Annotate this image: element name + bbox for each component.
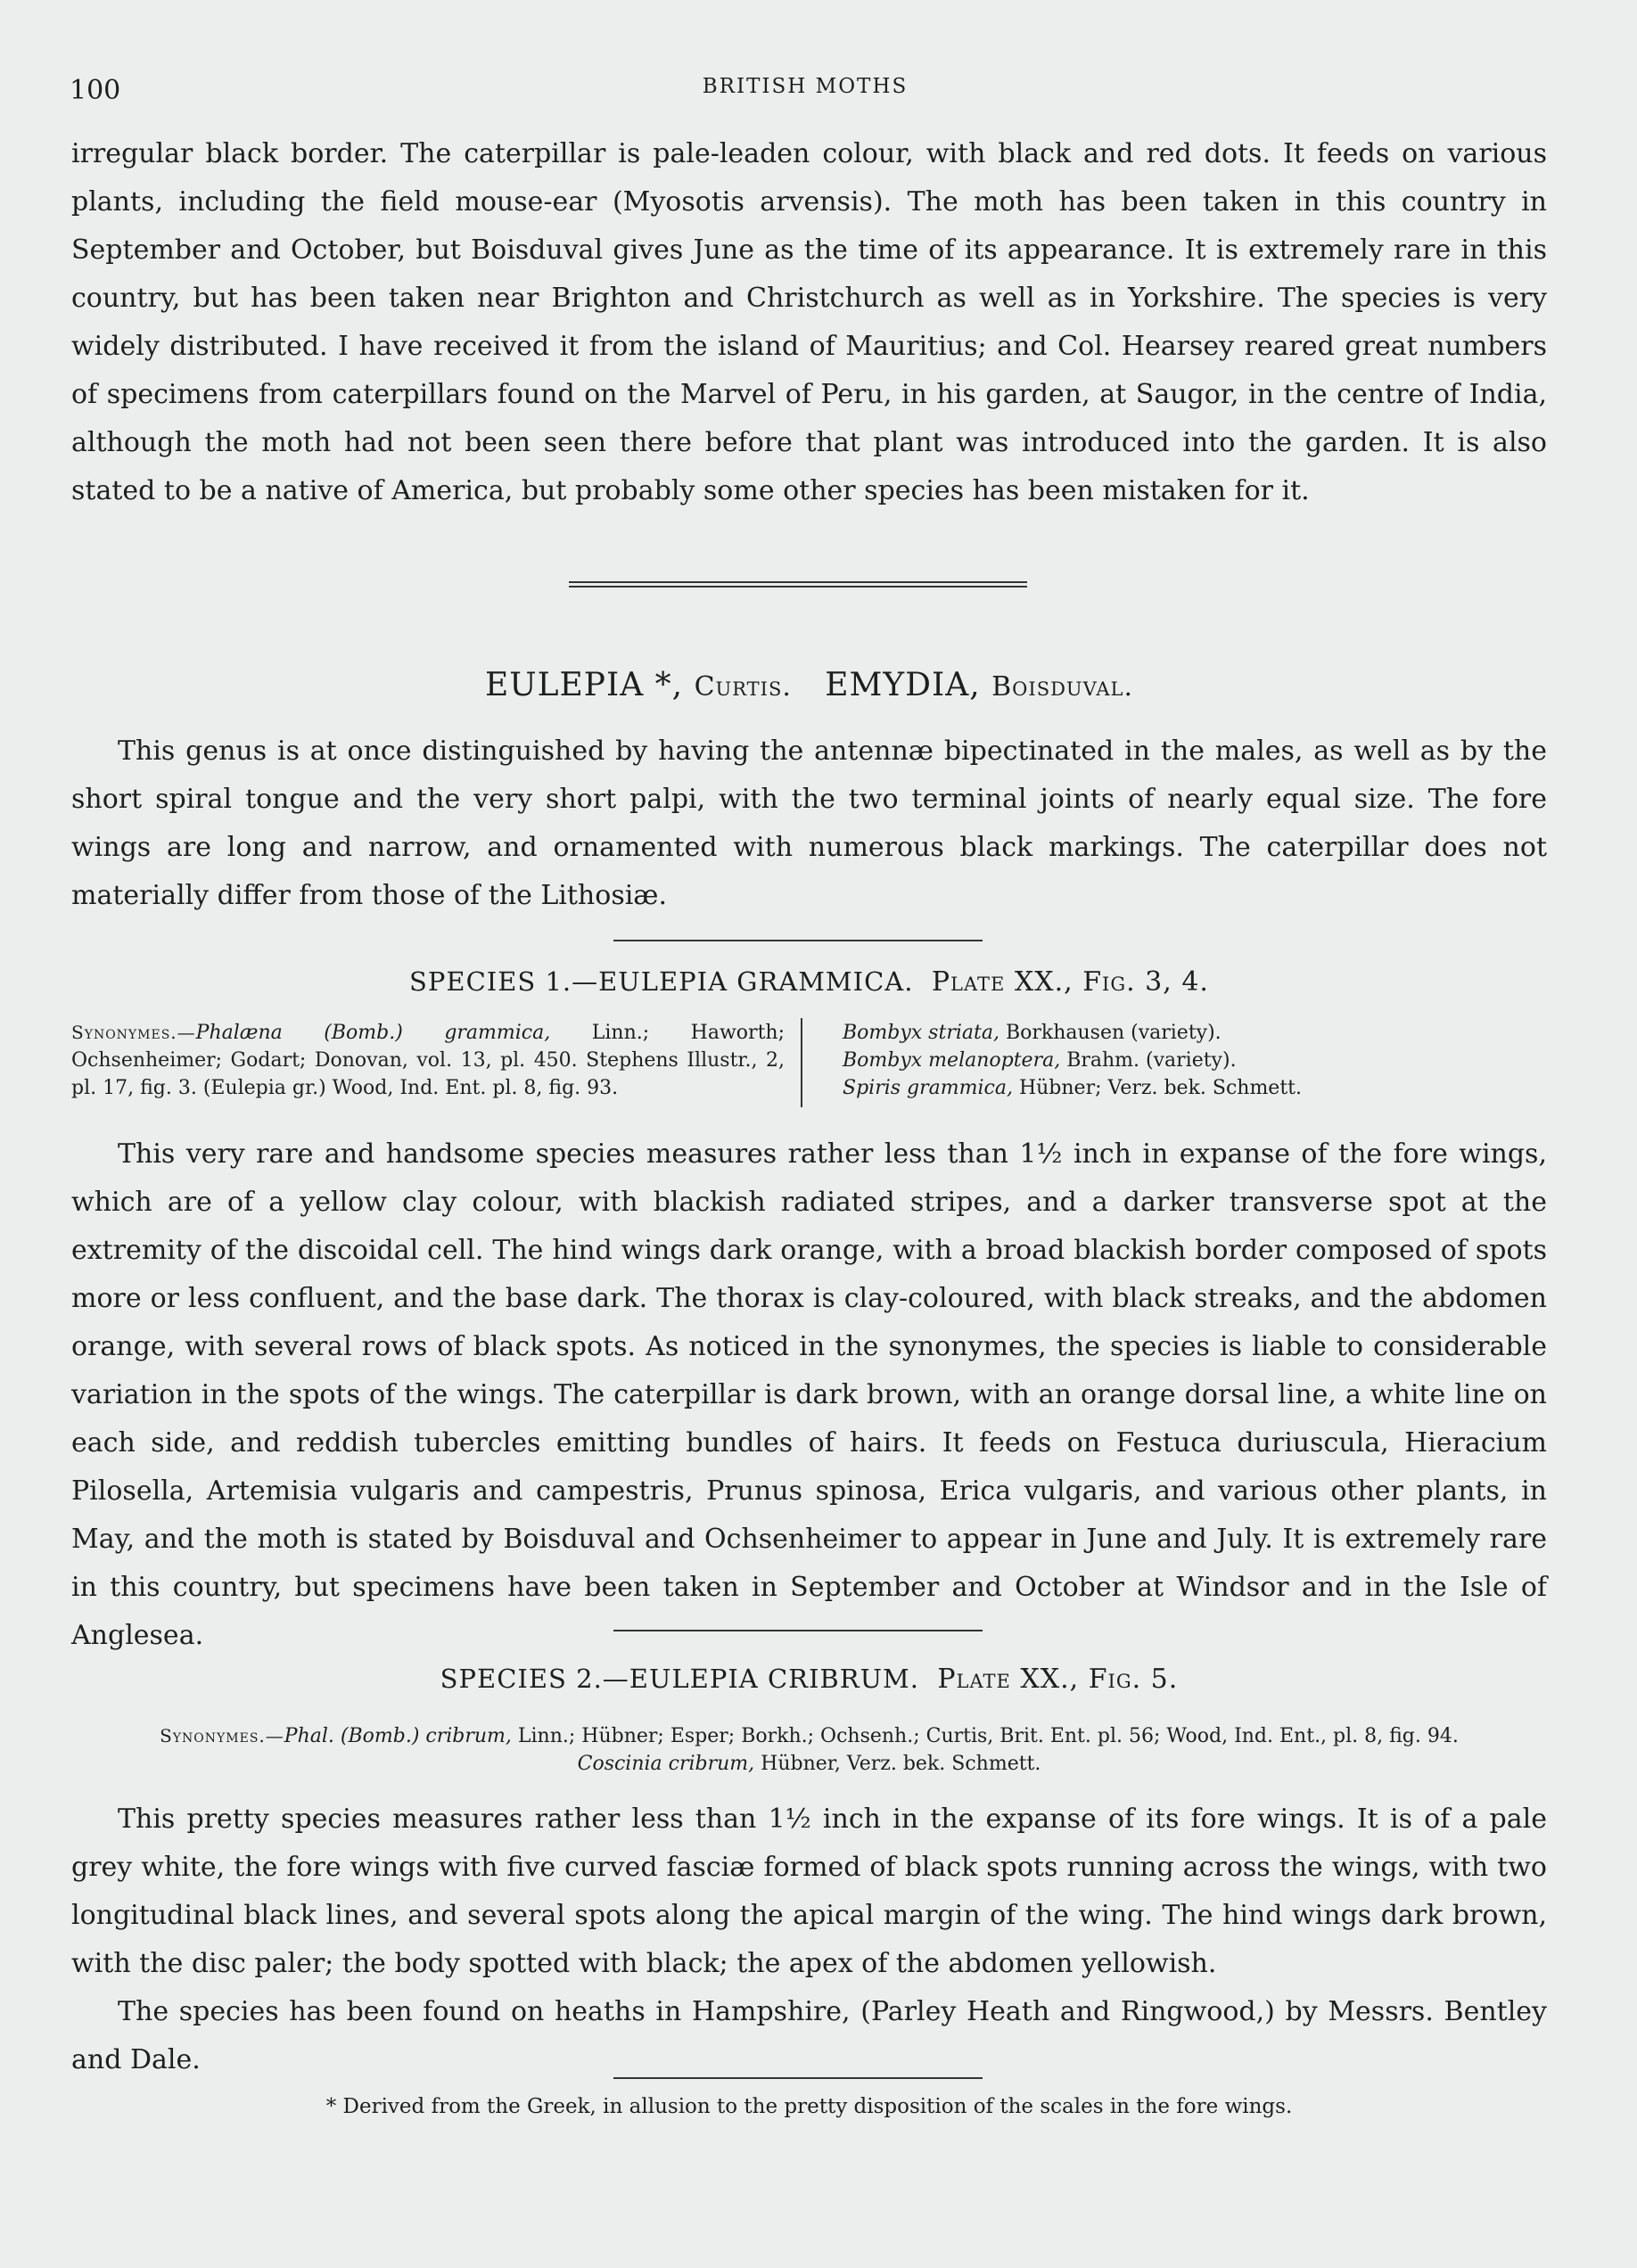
species1-synonyms-left	[71, 1019, 785, 1102]
page-number: 100	[70, 75, 121, 106]
synonym-line	[843, 1074, 1547, 1102]
species1-paragraph: This very rare and handsome species measures rather less than 1½ inch in expanse of the fore wings, which are of a yellow clay colour, with blackish radiated stripes, and a darker transverse spot at the extremity of the discoidal cell. The hind wings dark orange, with a broad blackish border composed of spots more or less confluent, and the base dark. The thorax is clay-coloured, with black streaks, and the abdomen orange, with several rows of black spots. As noticed in the synonymes, the species is liable to considerable variation in the spots of the wings. The caterpillar is dark brown, with an orange dorsal line, a white line on each side, and reddish tubercles emitting bundles of hairs. It feeds on Festuca duriuscula, Hieracium Pilosella, Artemisia vulgaris and campestris, Prunus spinosa, Erica vulgaris, and various other plants, in May, and the moth is stated by Boisduval and Ochsenheimer to appear in June and July. It is extremely rare in this country, but specimens have been taken in September and October at Windsor and in the Isle of Anglesea.	[71, 1138, 1547, 1651]
species1-heading	[71, 966, 1547, 998]
section-divider	[569, 581, 1027, 588]
synonym-name: Coscinia cribrum,	[577, 1753, 755, 1775]
synonym-line	[71, 1750, 1547, 1778]
short-rule	[613, 940, 983, 941]
synonym-rest: Hübner; Verz. bek. Schmett.	[1018, 1077, 1303, 1099]
genus-heading	[71, 667, 1547, 703]
genus-paragraph: This genus is at once distinguished by having the antennæ bipectinated in the males, as well as by the short spiral tongue and the very short palpi, with the two terminal joints of nearly equal size. The fore wings are long and narrow, and ornamented with numerous black markings. The caterpillar does not materially differ from those of the Lithosiæ.	[71, 735, 1547, 911]
synonym-column-divider	[801, 1018, 802, 1107]
footnote: * Derived from the Greek, in allusion to the pretty disposition of the scales in the fore wings.	[325, 2095, 1293, 2118]
species2-synonyms	[71, 1722, 1547, 1778]
genus-synonym: EMYDIA,	[825, 667, 981, 703]
species2-heading	[71, 1664, 1547, 1695]
synonym-line	[843, 1019, 1547, 1047]
species2-title: SPECIES 2.—EULEPIA CRIBRUM.	[440, 1664, 919, 1694]
species2-section	[71, 1796, 1547, 2084]
synonym-name: Spiris grammica,	[843, 1077, 1013, 1099]
species1-plate: Plate XX., Fig. 3, 4.	[931, 966, 1209, 998]
species1-section	[71, 1130, 1547, 1660]
running-title: BRITISH MOTHS	[702, 75, 909, 98]
synonymes-label: Synonymes.—	[160, 1725, 284, 1746]
synonym-rest: Hübner, Verz. bek. Schmett.	[761, 1753, 1041, 1775]
species1-title: SPECIES 1.—EULEPIA GRAMMICA.	[409, 966, 914, 997]
species1-synonyms-right	[843, 1019, 1547, 1102]
synonymes-label: Synonymes.—	[71, 1022, 196, 1043]
synonym-line	[71, 1722, 1547, 1750]
intro-paragraph: irregular black border. The caterpillar is pale-leaden colour, with black and red dots. It feeds on various plants, including the field mouse-ear (Myosotis arvensis). The moth has been taken in this country in September and October, but Boisduval gives June as the time of its appearance. It is extremely rare in this country, but has been taken near Brighton and Christchurch as well as in Yorkshire. The species is very widely distributed. I have received it from the island of Mauritius; and Col. Hearsey reared great numbers of specimens from caterpillars found on the Marvel of Peru, in his garden, at Saugor, in the centre of India, although the moth had not been seen there before that plant was introduced into the garden. It is also stated to be a native of America, but probably some other species has been mistaken for it.	[71, 138, 1547, 506]
species2-paragraph: This pretty species measures rather less than 1½ inch in the expanse of its fore wings. It is of a pale grey white, the fore wings with five curved fasciæ formed of black spots running across the wings, with two longitudinal black lines, and several spots along the apical margin of the wing. The hind wings dark brown, with the disc paler; the body spotted with black; the apex of the abdomen yellowish.	[71, 1804, 1547, 1979]
genus-section	[71, 727, 1547, 920]
synonym-name: Bombyx striata,	[843, 1022, 999, 1044]
synonym-name: Bombyx melanoptera,	[843, 1049, 1061, 1072]
genus-name: EULEPIA *,	[484, 667, 684, 703]
genus-author: Curtis.	[694, 671, 792, 703]
species2-syn-text: Linn.; Hübner; Esper; Borkh.; Ochsenh.; Curtis, Brit. Ent. pl. 56; Wood, Ind. Ent., pl. 8, fig. 94.	[517, 1725, 1459, 1747]
species2-paragraph-2: The species has been found on heaths in Hampshire, (Parley Heath and Ringwood,) by Messrs. Bentley and Dale.	[71, 1996, 1547, 2075]
species2-plate: Plate XX., Fig. 5.	[937, 1664, 1179, 1695]
footnote-rule	[613, 2077, 983, 2079]
species1-syn-name: Phalæna (Bomb.) grammica,	[195, 1022, 551, 1044]
short-rule	[613, 1630, 983, 1631]
page-header	[70, 75, 1541, 111]
genus-synonym-author: Boisduval.	[991, 671, 1134, 703]
species1-syn-text: Linn.; Haworth; Ochsenheimer; Godart; Donovan, vol. 13, pl. 450. Stephens Illustr., 2, pl. 17, fig. 3. (Eulepia gr.) Wood, Ind. Ent. pl. 8, fig. 93.	[71, 1022, 785, 1099]
synonym-line	[843, 1047, 1547, 1074]
synonym-rest: Brahm. (variety).	[1066, 1049, 1237, 1072]
synonym-rest: Borkhausen (variety).	[1005, 1022, 1222, 1044]
intro-section	[71, 130, 1547, 515]
species2-syn-name: Phal. (Bomb.) cribrum,	[284, 1725, 512, 1747]
